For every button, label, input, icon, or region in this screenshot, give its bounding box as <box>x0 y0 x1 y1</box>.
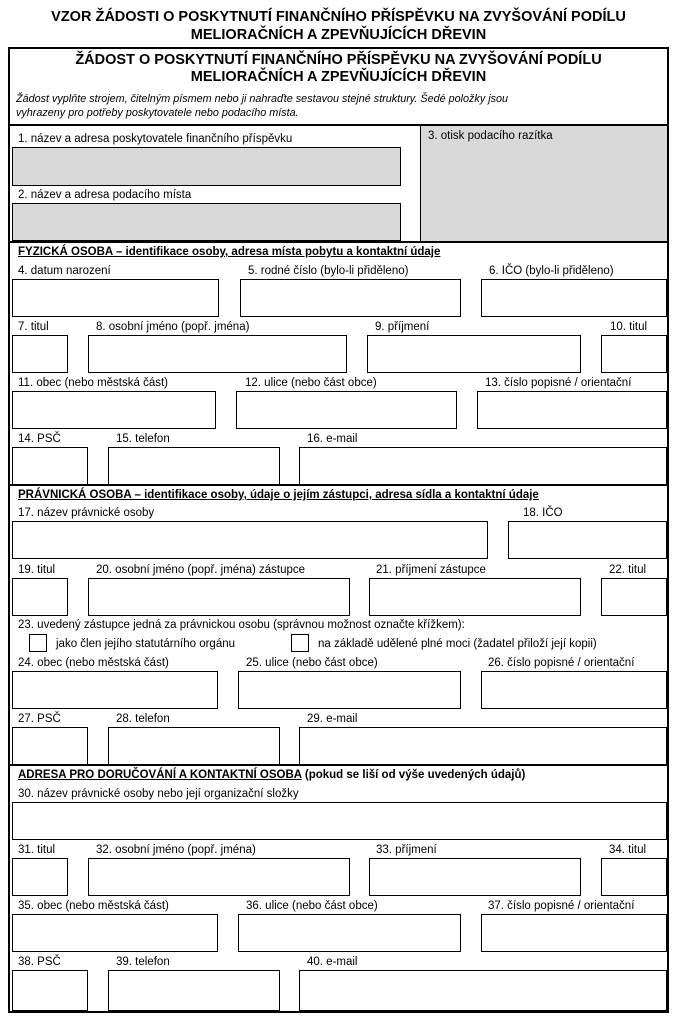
label-delivery-postcode: 38. PSČ <box>18 956 61 968</box>
label-delivery-org: 30. název právnické osoby nebo její organizační složky <box>18 788 299 800</box>
company-ico-field[interactable] <box>508 521 667 559</box>
label-provider: 1. název a adresa poskytovatele finančního příspěvku <box>18 133 293 145</box>
section-heading-adresa-note: (pokud se liší od výše uvedených údajů) <box>301 769 526 781</box>
label-delivery-phone: 39. telefon <box>116 956 170 968</box>
label-company-name: 17. název právnické osoby <box>18 507 155 519</box>
label-seat-house-number: 26. číslo popisné / orientační <box>488 657 635 669</box>
label-delivery-municipality: 35. obec (nebo městská část) <box>18 900 169 912</box>
label-birth-date: 4. datum narození <box>18 265 111 277</box>
label-seat-street: 25. ulice (nebo část obce) <box>246 657 378 669</box>
street-field[interactable] <box>236 391 457 429</box>
delivery-municipality-field[interactable] <box>12 914 218 952</box>
label-title-before: 7. titul <box>18 321 49 333</box>
divider-fyzicka <box>8 241 669 243</box>
power-of-attorney-checkbox[interactable] <box>291 634 309 652</box>
label-contact-title-after: 34. titul <box>609 844 647 856</box>
statutory-organ-checkbox[interactable] <box>29 634 47 652</box>
delivery-street-field[interactable] <box>238 914 461 952</box>
rep-title-before-field[interactable] <box>12 578 68 616</box>
email-field[interactable] <box>299 447 667 485</box>
contact-first-name-field[interactable] <box>88 858 350 896</box>
label-rep-first-name: 20. osobní jméno (popř. jména) zástupce <box>96 564 306 576</box>
label-rep-surname: 21. příjmení zástupce <box>376 564 486 576</box>
rep-first-name-field[interactable] <box>88 578 350 616</box>
house-number-field[interactable] <box>477 391 667 429</box>
section-heading-adresa-main: ADRESA PRO DORUČOVÁNÍ A KONTAKTNÍ OSOBA <box>18 769 302 781</box>
label-statutory-organ: jako člen jejího statutárního orgánu <box>56 638 236 650</box>
page-title-line2: MELIORAČNÍCH A ZPEVŇUJÍCÍCH DŘEVIN <box>190 27 487 43</box>
label-surname: 9. příjmení <box>375 321 430 333</box>
contact-title-before-field[interactable] <box>12 858 68 896</box>
intro-line1: Žádost vyplňte strojem, čitelným písmem nebo ji nahraďte sestavou stejné struktury. Šedé položky jsou <box>16 93 509 105</box>
label-first-name: 8. osobní jméno (popř. jména) <box>96 321 250 333</box>
seat-municipality-field[interactable] <box>12 671 218 709</box>
label-delivery-street: 36. ulice (nebo část obce) <box>246 900 378 912</box>
section-heading-adresa <box>18 769 525 782</box>
label-power-of-attorney: na základě udělené plné moci (žadatel přiloží její kopii) <box>318 638 597 650</box>
section-heading-pravnicka: PRÁVNICKÁ OSOBA – identifikace osoby, údaje o jejím zástupci, adresa sídla a kontaktní údaje <box>18 489 539 501</box>
delivery-org-field[interactable] <box>12 802 667 840</box>
label-phone: 15. telefon <box>116 433 170 445</box>
page-title-line1: VZOR ŽÁDOSTI O POSKYTNUTÍ FINANČNÍHO PŘÍSPĚVKU NA ZVYŠOVÁNÍ PODÍLU <box>51 9 626 25</box>
form-title-line2: MELIORAČNÍCH A ZPEVŇUJÍCÍCH DŘEVIN <box>190 69 487 85</box>
label-filing-place: 2. název a adresa podacího místa <box>18 189 192 201</box>
label-delivery-house-number: 37. číslo popisné / orientační <box>488 900 635 912</box>
label-seat-municipality: 24. obec (nebo městská část) <box>18 657 169 669</box>
label-company-postcode: 27. PSČ <box>18 713 61 725</box>
company-phone-field[interactable] <box>108 727 280 765</box>
postcode-field[interactable] <box>12 447 88 485</box>
label-contact-first-name: 32. osobní jméno (popř. jména) <box>96 844 256 856</box>
title-after-field[interactable] <box>601 335 667 373</box>
label-stamp: 3. otisk podacího razítka <box>428 130 553 142</box>
label-house-number: 13. číslo popisné / orientační <box>485 377 632 389</box>
birth-date-field[interactable] <box>12 279 219 317</box>
stamp-field[interactable] <box>421 126 667 241</box>
divider-pravnicka <box>8 484 669 486</box>
divider-adresa <box>8 764 669 766</box>
birth-number-field[interactable] <box>240 279 461 317</box>
label-company-email: 29. e-mail <box>307 713 358 725</box>
label-delivery-email: 40. e-mail <box>307 956 358 968</box>
label-company-phone: 28. telefon <box>116 713 170 725</box>
label-postcode: 14. PSČ <box>18 433 61 445</box>
label-contact-surname: 33. příjmení <box>376 844 437 856</box>
contact-title-after-field[interactable] <box>601 858 667 896</box>
rep-title-after-field[interactable] <box>601 578 667 616</box>
label-rep-title-before: 19. titul <box>18 564 56 576</box>
phone-field[interactable] <box>108 447 280 485</box>
label-rep-capacity: 23. uvedený zástupce jedná za právnickou osobu (správnou možnost označte křížkem): <box>18 619 465 631</box>
filing-place-field[interactable] <box>12 203 401 241</box>
delivery-email-field[interactable] <box>299 970 667 1011</box>
delivery-phone-field[interactable] <box>108 970 280 1011</box>
label-title-after: 10. titul <box>610 321 648 333</box>
company-postcode-field[interactable] <box>12 727 88 765</box>
label-municipality: 11. obec (nebo městská část) <box>18 377 168 389</box>
delivery-house-number-field[interactable] <box>481 914 667 952</box>
label-rep-title-after: 22. titul <box>609 564 647 576</box>
label-contact-title-before: 31. titul <box>18 844 56 856</box>
company-name-field[interactable] <box>12 521 488 559</box>
label-ico: 6. IČO (bylo-li přiděleno) <box>489 265 614 277</box>
label-email: 16. e-mail <box>307 433 358 445</box>
provider-name-address-field[interactable] <box>12 147 401 186</box>
label-street: 12. ulice (nebo část obce) <box>245 377 377 389</box>
form-title-line1: ŽÁDOST O POSKYTNUTÍ FINANČNÍHO PŘÍSPĚVKU NA ZVYŠOVÁNÍ PODÍLU <box>75 52 602 68</box>
intro-line2: vyhrazeny pro potřeby poskytovatele nebo podacího místa. <box>16 107 299 119</box>
company-email-field[interactable] <box>299 727 667 765</box>
delivery-postcode-field[interactable] <box>12 970 88 1011</box>
title-before-field[interactable] <box>12 335 68 373</box>
municipality-field[interactable] <box>12 391 216 429</box>
rep-surname-field[interactable] <box>369 578 581 616</box>
surname-field[interactable] <box>367 335 581 373</box>
first-name-field[interactable] <box>88 335 347 373</box>
section-heading-fyzicka: FYZICKÁ OSOBA – identifikace osoby, adresa místa pobytu a kontaktní údaje <box>18 246 441 258</box>
label-birth-number: 5. rodné číslo (bylo-li přiděleno) <box>248 265 409 277</box>
ico-field[interactable] <box>481 279 667 317</box>
seat-house-number-field[interactable] <box>481 671 667 709</box>
seat-street-field[interactable] <box>238 671 461 709</box>
label-company-ico: 18. IČO <box>523 507 563 519</box>
contact-surname-field[interactable] <box>369 858 581 896</box>
